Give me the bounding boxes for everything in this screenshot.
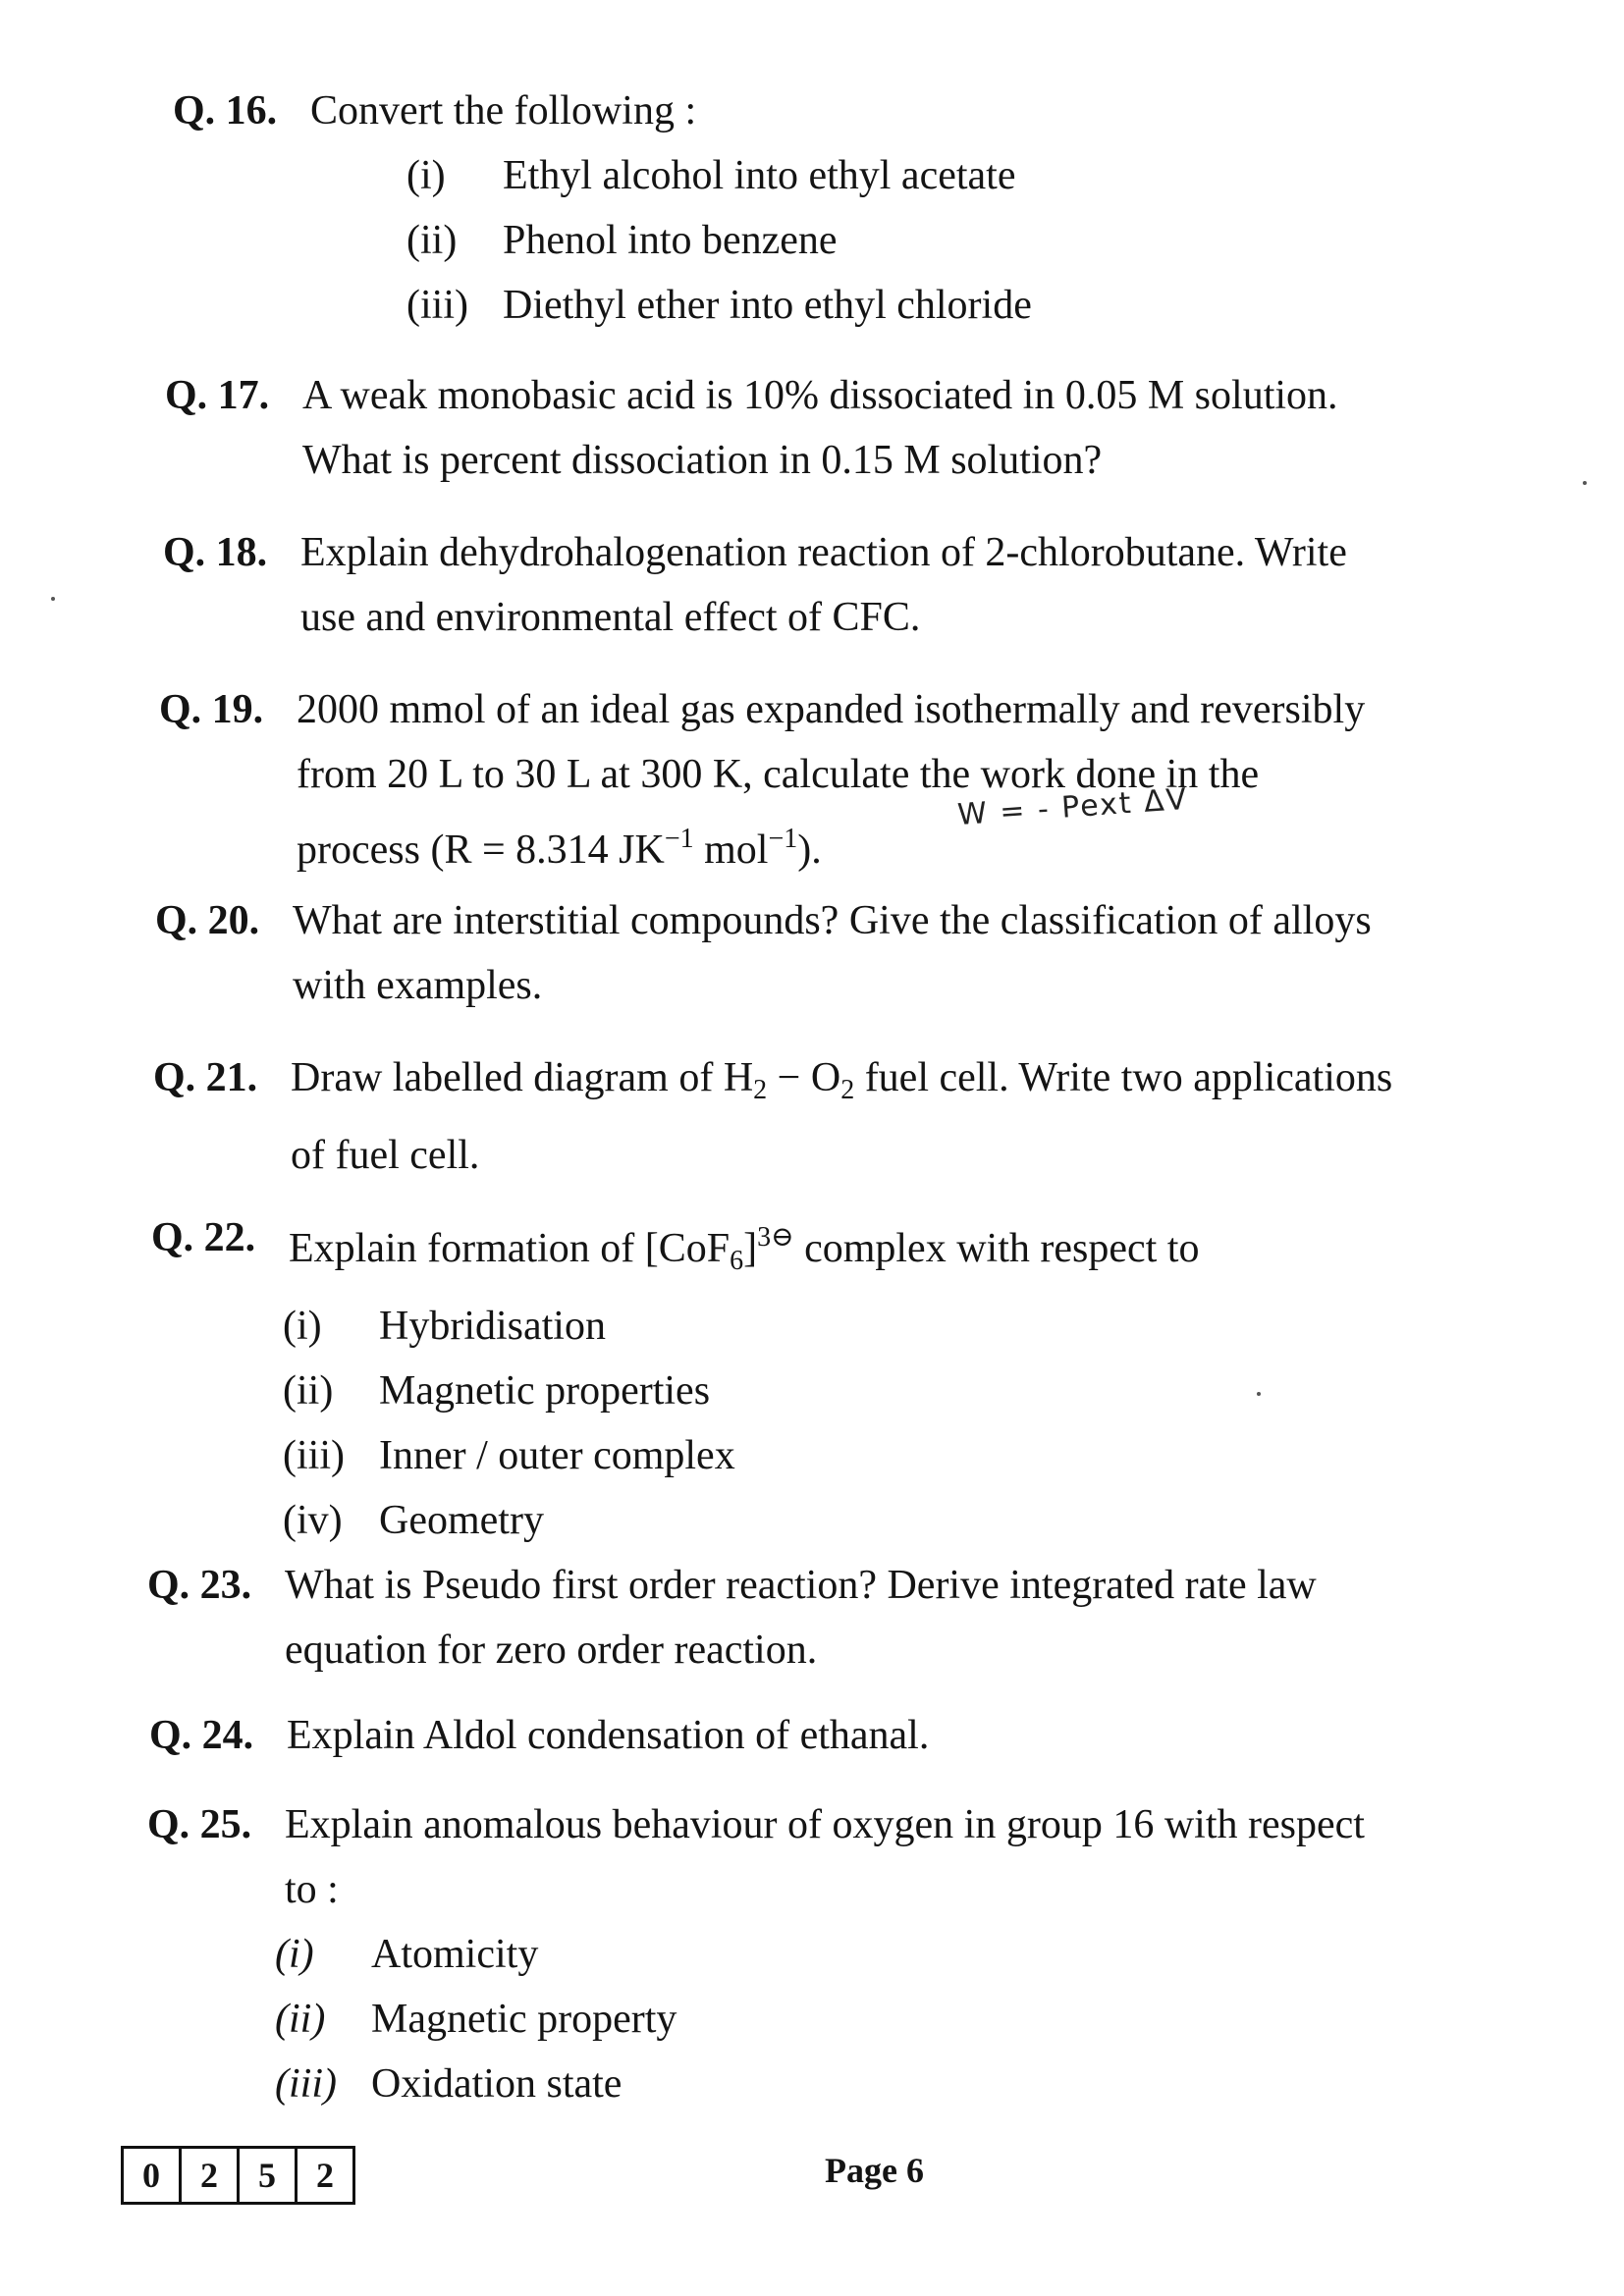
sub-item-text: Diethyl ether into ethyl chloride — [503, 283, 1032, 328]
handwritten-note: W = - Pext ΔV — [956, 781, 1190, 833]
subscript: 2 — [840, 1075, 855, 1105]
formula-text: mol — [693, 828, 769, 873]
question-number: Q. 16. — [173, 88, 278, 133]
sub-item-text: Atomicity — [371, 1932, 539, 1977]
scan-speck — [1583, 481, 1587, 485]
sub-item — [283, 1359, 1199, 1423]
sub-item — [275, 1987, 1365, 2052]
question-text: What is percent dissociation in 0.15 M solution? — [302, 438, 1103, 483]
question-22 — [151, 1205, 1199, 1553]
code-digit: 2 — [179, 2146, 240, 2205]
sub-item-number: (ii) — [283, 1368, 334, 1414]
formula-text: fuel cell. Write two applications — [854, 1055, 1393, 1100]
question-text: What are interstitial compounds? Give the classification of alloys — [293, 898, 1372, 943]
sub-item-number: (i) — [406, 153, 446, 198]
question-number: Q. 20. — [155, 898, 260, 943]
formula-text: Explain formation of [CoF — [289, 1226, 731, 1271]
superscript: −1 — [664, 824, 694, 854]
question-21 — [153, 1045, 1392, 1188]
question-number: Q. 25. — [147, 1802, 252, 1847]
paper-code-boxes — [124, 2146, 355, 2205]
question-text: of fuel cell. — [291, 1133, 480, 1178]
sub-item — [406, 143, 1032, 208]
scan-speck — [51, 597, 55, 601]
sub-item-number: (iii) — [275, 2061, 337, 2107]
formula-text: ] — [743, 1226, 758, 1271]
sub-item — [406, 273, 1032, 338]
question-number: Q. 17. — [165, 373, 270, 418]
question-17 — [165, 363, 1338, 493]
question-number: Q. 19. — [159, 687, 264, 732]
superscript: −1 — [768, 824, 798, 854]
question-text: What is Pseudo first order reaction? Derive integrated rate law — [285, 1563, 1317, 1608]
question-number: Q. 22. — [151, 1215, 256, 1260]
sub-item — [283, 1488, 1199, 1553]
formula-text: ). — [797, 828, 822, 873]
question-number: Q. 21. — [153, 1055, 258, 1100]
formula-text: complex with respect to — [793, 1226, 1200, 1271]
question-20 — [155, 888, 1372, 1018]
sub-item — [283, 1294, 1199, 1359]
question-text: to : — [285, 1867, 339, 1912]
sub-item-text: Hybridisation — [379, 1304, 606, 1349]
sub-item — [283, 1423, 1199, 1488]
sub-item-number: (ii) — [406, 218, 458, 263]
page-number: Page 6 — [825, 2151, 924, 2190]
question-text: Convert the following : — [310, 88, 697, 133]
superscript: 3⊖ — [757, 1222, 794, 1253]
question-text: 2000 mmol of an ideal gas expanded isothermally and reversibly — [297, 687, 1366, 732]
sub-item-text: Magnetic property — [371, 1997, 677, 2042]
question-text — [289, 1205, 1199, 1294]
formula-text: Draw labelled diagram of H — [291, 1055, 754, 1100]
question-number: Q. 24. — [149, 1713, 254, 1758]
sub-item-text: Inner / outer complex — [379, 1433, 735, 1478]
question-25 — [147, 1792, 1365, 2116]
question-text: Explain dehydrohalogenation reaction of 2-chlorobutane. Write — [300, 530, 1347, 575]
code-digit: 2 — [295, 2146, 355, 2205]
sub-item-number: (iii) — [406, 283, 468, 328]
formula-text: process (R = 8.314 JK — [297, 828, 665, 873]
code-digit: 5 — [237, 2146, 298, 2205]
question-text: with examples. — [293, 963, 543, 1008]
question-number: Q. 18. — [163, 530, 268, 575]
sub-item-number: (ii) — [275, 1997, 326, 2042]
question-text: from 20 L to 30 L at 300 K, calculate the work done in the — [297, 752, 1260, 797]
subscript: 6 — [730, 1246, 744, 1276]
sub-item-text: Geometry — [379, 1498, 544, 1543]
question-text: use and environmental effect of CFC. — [300, 595, 921, 640]
sub-item-text: Phenol into benzene — [503, 218, 838, 263]
question-number: Q. 23. — [147, 1563, 252, 1608]
question-16 — [173, 79, 1032, 338]
question-24 — [149, 1703, 929, 1768]
question-18 — [163, 520, 1347, 650]
question-text: A weak monobasic acid is 10% dissociated in 0.05 M solution. — [302, 373, 1338, 418]
sub-item-number: (i) — [275, 1932, 314, 1977]
sub-item-text: Oxidation state — [371, 2061, 623, 2107]
formula-text: − O — [767, 1055, 841, 1100]
question-23 — [147, 1553, 1317, 1682]
question-19 — [159, 677, 1365, 882]
question-text: equation for zero order reaction. — [285, 1628, 818, 1673]
question-text — [297, 807, 1365, 882]
question-text: Explain Aldol condensation of ethanal. — [287, 1713, 930, 1758]
code-digit: 0 — [121, 2146, 182, 2205]
sub-item-number: (iv) — [283, 1498, 343, 1543]
sub-item — [406, 208, 1032, 273]
scan-speck — [1257, 1392, 1261, 1396]
sub-item-number: (iii) — [283, 1433, 345, 1478]
question-text — [291, 1045, 1392, 1123]
subscript: 2 — [753, 1075, 768, 1105]
sub-item-text: Ethyl alcohol into ethyl acetate — [503, 153, 1016, 198]
sub-item-text: Magnetic properties — [379, 1368, 711, 1414]
sub-item — [275, 2052, 1365, 2116]
question-text: Explain anomalous behaviour of oxygen in group 16 with respect — [285, 1802, 1365, 1847]
sub-item — [275, 1922, 1365, 1987]
sub-item-number: (i) — [283, 1304, 322, 1349]
